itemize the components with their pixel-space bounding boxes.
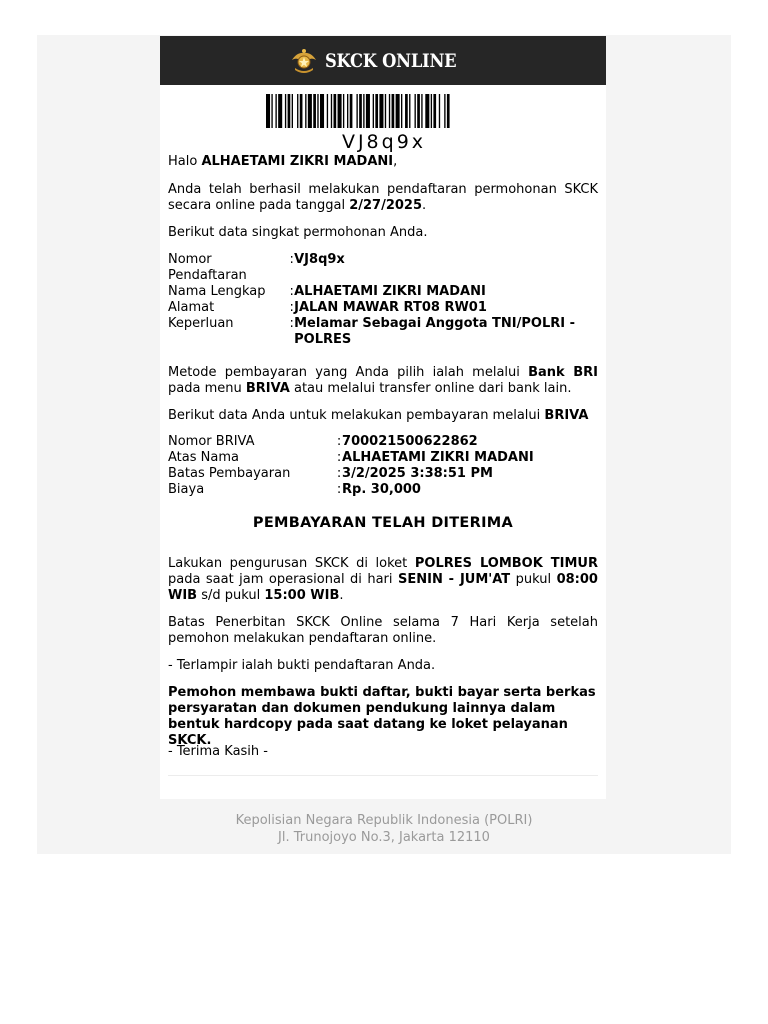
field-colon: : xyxy=(336,450,342,465)
payment-method-p3: atau melalui transfer online dari bank lain. xyxy=(289,381,572,396)
barcode-bar xyxy=(297,94,298,128)
table-row xyxy=(168,482,598,498)
barcode-bar xyxy=(415,94,416,128)
barcode-bar xyxy=(444,94,445,128)
table-row xyxy=(168,434,598,450)
field-value: JALAN MAWAR RT08 RW01 xyxy=(294,300,487,315)
field-colon: : xyxy=(289,284,294,299)
registration-code: VJ8q9x xyxy=(341,131,427,153)
barcode-bar xyxy=(447,94,450,128)
barcode-bar xyxy=(331,94,332,128)
greeting xyxy=(168,154,598,170)
summary-label: Berikut data singkat permohonan Anda. xyxy=(168,225,428,240)
closing-text: - Terima Kasih - xyxy=(168,744,268,759)
table-row xyxy=(168,284,598,300)
barcode-bar xyxy=(431,94,432,128)
barcode-bar xyxy=(350,94,353,128)
field-value: ALHAETAMI ZIKRI MADANI xyxy=(342,450,534,465)
instructions-text xyxy=(168,556,598,604)
service-end-time: 15:00 WIB xyxy=(264,588,340,603)
intro-suffix: . xyxy=(422,198,427,213)
barcode-bar xyxy=(389,94,390,128)
table-row xyxy=(168,252,598,284)
barcode-bar xyxy=(278,94,282,128)
intro-text xyxy=(168,182,598,214)
service-location: POLRES LOMBOK TIMUR xyxy=(414,556,599,571)
payment-status-heading: PEMBAYARAN TELAH DITERIMA xyxy=(252,515,514,531)
field-label: Nama Lengkap xyxy=(168,284,266,299)
intro-body: Anda telah berhasil melakukan pendaftaran permohonan SKCK secara online pada tanggal xyxy=(168,182,598,213)
barcode-bar xyxy=(300,94,303,128)
registration-date: 2/27/2025 xyxy=(349,198,423,213)
barcode-bar xyxy=(356,94,357,128)
barcode-bar xyxy=(401,94,402,128)
field-value: VJ8q9x xyxy=(294,252,345,267)
logo-text: SKCK ONLINE xyxy=(324,49,456,72)
field-value: Melamar Sebagai Anggota TNI/POLRI - POLRES xyxy=(294,316,576,347)
barcode-bar xyxy=(359,94,362,128)
instructions-t5: . xyxy=(339,588,344,603)
field-colon: : xyxy=(336,434,342,449)
barcode-bar xyxy=(343,94,344,128)
applicant-table xyxy=(168,252,598,348)
barcode-bar xyxy=(385,94,386,128)
barcode-bar xyxy=(405,94,408,128)
barcode-bar xyxy=(317,94,318,128)
footer-org: Kepolisian Negara Republik Indonesia (POLRI) xyxy=(235,813,533,828)
barcode-bar xyxy=(363,94,364,128)
barcode-bar xyxy=(421,94,422,128)
field-label: Keperluan xyxy=(168,316,234,331)
barcode-bar xyxy=(320,94,324,128)
service-start-time: 08:00 WIB xyxy=(168,572,598,603)
field-value: 700021500622862 xyxy=(342,434,478,449)
barcode-bar xyxy=(275,94,276,128)
barcode-bar xyxy=(288,94,291,128)
divider xyxy=(168,775,598,776)
field-colon: : xyxy=(289,300,294,315)
barcode-bar xyxy=(379,94,383,128)
field-colon: : xyxy=(289,316,294,331)
barcode-bar xyxy=(266,94,270,128)
barcode-bar xyxy=(373,94,374,128)
field-colon: : xyxy=(336,466,342,481)
field-label: Atas Nama xyxy=(168,450,239,465)
barcode-bar xyxy=(338,94,342,128)
service-days: SENIN - JUM'AT xyxy=(397,572,511,587)
payment-bank: Bank BRI xyxy=(528,365,598,380)
greeting-suffix: , xyxy=(393,154,398,169)
field-label: Batas Pembayaran xyxy=(168,466,291,481)
field-colon: : xyxy=(289,252,294,267)
barcode-bar xyxy=(347,94,348,128)
barcode-bar xyxy=(366,94,370,128)
footer-address: Jl. Trunojoyo No.3, Jakarta 12110 xyxy=(278,830,490,845)
briva-intro xyxy=(168,408,598,424)
field-value: Rp. 30,000 xyxy=(342,482,421,497)
barcode-bar xyxy=(305,94,306,128)
field-colon: : xyxy=(336,482,342,497)
barcode-bar xyxy=(334,94,337,128)
barcode-image xyxy=(266,94,502,128)
barcode-bar xyxy=(396,94,400,128)
email-card xyxy=(160,85,606,799)
instructions-t2: pada saat jam operasional di hari xyxy=(168,572,398,587)
payment-method-p1: Metode pembayaran yang Anda pilih ialah melalui xyxy=(168,365,529,380)
table-row xyxy=(168,300,598,316)
instructions-t4: s/d pukul xyxy=(197,588,265,603)
table-row xyxy=(168,316,598,348)
barcode-bar xyxy=(433,94,436,128)
greeting-name: ALHAETAMI ZIKRI MADANI xyxy=(201,154,394,169)
instructions-t1: Lakukan pengurusan SKCK di loket xyxy=(168,556,415,571)
field-value: ALHAETAMI ZIKRI MADANI xyxy=(294,284,486,299)
briva-label: BRIVA xyxy=(544,408,589,423)
instructions-t3: pukul xyxy=(510,572,557,587)
barcode-bar xyxy=(425,94,429,128)
barcode-bar xyxy=(409,94,410,128)
attachment-note: - Terlampir ialah bukti pendaftaran Anda. xyxy=(168,658,436,673)
payment-menu: BRIVA xyxy=(245,381,290,396)
barcode-bar xyxy=(271,94,272,128)
payment-method-text xyxy=(168,365,598,397)
police-emblem-icon xyxy=(289,48,319,74)
payment-method-p2: pada menu xyxy=(168,381,246,396)
barcode-bar xyxy=(375,94,378,128)
barcode-bar xyxy=(327,94,328,128)
field-label: Biaya xyxy=(168,482,205,497)
table-row xyxy=(168,450,598,466)
email-header xyxy=(160,36,606,85)
payment-table xyxy=(168,434,598,498)
barcode-bar xyxy=(308,94,312,128)
barcode-bar xyxy=(292,94,293,128)
barcode-bar xyxy=(417,94,420,128)
briva-intro-text: Berikut data Anda untuk melakukan pembayaran melalui xyxy=(168,408,545,423)
field-label: Alamat xyxy=(168,300,215,315)
field-value: 3/2/2025 3:38:51 PM xyxy=(342,466,493,481)
logo xyxy=(289,48,478,74)
field-label: Nomor Pendaftaran xyxy=(168,252,247,283)
greeting-prefix: Halo xyxy=(168,154,202,169)
barcode-bar xyxy=(285,94,286,128)
barcode-bar xyxy=(392,94,395,128)
footer xyxy=(37,812,731,846)
deadline-note: Batas Penerbitan SKCK Online selama 7 Hari Kerja setelah pemohon melakukan pendaftaran online. xyxy=(168,615,598,646)
field-label: Nomor BRIVA xyxy=(168,434,255,449)
table-row xyxy=(168,466,598,482)
barcode-bar xyxy=(313,94,316,128)
requirements-note: Pemohon membawa bukti daftar, bukti bayar serta berkas persyaratan dan dokumen pendukung lainnya dalam bentuk hardcopy pada saat datang ke loket pelayanan SKCK. xyxy=(168,685,596,748)
barcode-bar xyxy=(439,94,440,128)
